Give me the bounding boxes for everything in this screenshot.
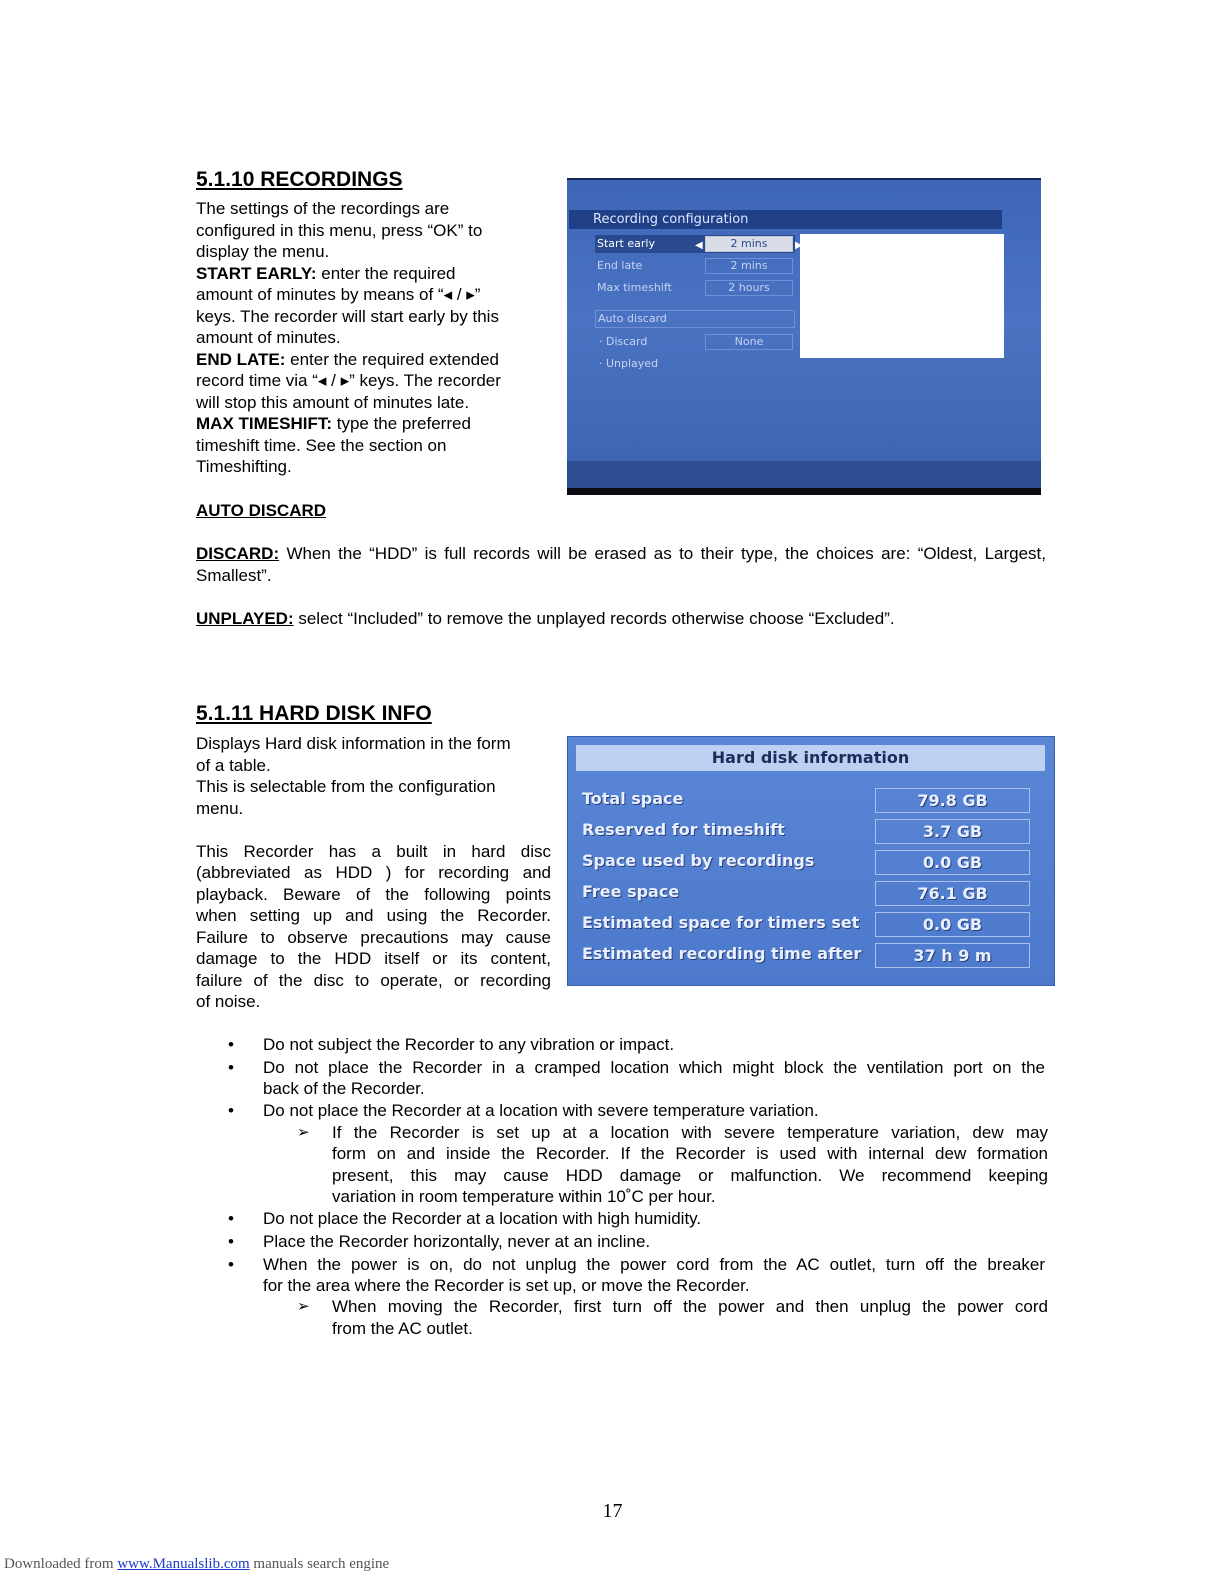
screen-title: Hard disk information [576,745,1045,771]
end-late-label: END LATE: [196,349,286,369]
discard-text: When the “HDD” is full records will be erased as to their type, the choices are: “Oldest, Largest, Smallest”. [196,544,1046,585]
hard-disk-information-screenshot [567,736,1055,986]
setting-value: 2 mins [705,236,793,252]
unplayed-text: select “Included” to remove the unplayed records otherwise choose “Excluded”. [293,609,895,628]
info-value: 0.0 GB [875,912,1030,937]
setting-row-start-early [595,235,803,253]
list-item-text: Do not place the Recorder in a cramped location which might block the ventilation port on the [263,1058,1045,1077]
page-number: 17 [602,1500,623,1522]
intro-line: Displays Hard disk information in the form [196,734,511,753]
arrow-bullet-icon: ➢ [297,1124,310,1141]
info-label: Total space [582,789,684,808]
max-timeshift-label: MAX TIMESHIFT: [196,414,332,433]
setting-value: 2 hours [705,280,793,296]
intro-line: of a table. [196,755,271,775]
intro-line: The settings of the recordings are [196,199,450,218]
info-value: 37 h 9 m [875,943,1030,968]
info-label: Estimated space for timers set [582,913,860,932]
info-value: 3.7 GB [875,819,1030,844]
intro-line: configured in this menu, press “OK” to [196,220,483,240]
end-late-text: enter the required extended [285,349,500,369]
list-item-text: Do not place the Recorder at a location with high humidity. [263,1209,702,1228]
info-label: Estimated recording time after [582,944,862,963]
auto-discard-group: Auto discard [595,310,795,328]
setting-row-max-timeshift [595,279,795,297]
recording-configuration-screenshot [567,178,1041,495]
bullet-icon: • [228,1035,234,1054]
info-value: 79.8 GB [875,788,1030,813]
setting-label: Start early [597,237,655,250]
start-early-line: amount of minutes by means of “◂ / ▸” [196,285,481,304]
max-timeshift-line: timeshift time. See the section on [196,435,447,455]
info-label: Free space [582,882,680,901]
info-value: 0.0 GB [875,850,1030,875]
screen-bottom-bar [567,461,1041,488]
setting-value: 2 mins [705,258,793,274]
hdd-line: (abbreviated as HDD ) for recording and [196,863,551,882]
auto-discard-heading-wrap [196,500,326,522]
screen-title: Recording configuration [569,210,1002,229]
sub-list-item-text: present, this may cause HDD damage or malfunction. We recommend keeping [332,1166,1048,1185]
setting-row-discard [595,333,795,351]
hdd-line: damage to the HDD itself or its content, [196,949,551,968]
discard-paragraph [196,543,1046,586]
download-footer [4,1556,389,1573]
bullet-icon: • [228,1255,234,1274]
hdd-line: failure of the disc to operate, or recording [196,970,551,990]
bullet-icon: • [228,1232,234,1251]
bullet-icon: • [228,1209,234,1228]
sub-list-item-text: variation in room temperature within 10˚C per hour. [332,1187,716,1206]
list-item-text: back of the Recorder. [263,1079,425,1098]
arrow-right-icon: ▶ [795,240,803,251]
info-value: 76.1 GB [875,881,1030,906]
hdd-line: playback. Beware of the following points [196,884,551,904]
list-item-text: for the area where the Recorder is set up, or move the Recorder. [263,1276,750,1295]
manualslib-link[interactable]: www.Manualslib.com [117,1556,250,1572]
hdd-line: This Recorder has a built in hard disc [196,841,551,861]
end-late-line: record time via “◂ / ▸” keys. The recorder [196,371,501,390]
auto-discard-heading: AUTO DISCARD [196,501,327,520]
unplayed-paragraph [196,608,1046,630]
intro-line: menu. [196,798,244,818]
setting-row-unplayed [595,355,795,373]
info-label: Space used by recordings [582,851,815,870]
arrow-left-icon: ◀ [695,240,703,251]
arrow-bullet-icon: ➢ [297,1298,310,1315]
hdd-line: of noise. [196,992,261,1011]
section-heading-hard-disk-info: 5.1.11 HARD DISK INFO [196,702,432,725]
sub-list-item-text: If the Recorder is set up at a location with severe temperature variation, dew may [332,1123,1048,1142]
max-timeshift-line: Timeshifting. [196,457,292,476]
bullet-icon: • [228,1101,234,1120]
setting-row-end-late [595,257,795,275]
screen-top-border [567,178,1041,180]
start-early-text: enter the required [316,263,456,283]
list-item-text: When the power is on, do not unplug the power cord from the AC outlet, turn off the breaker [263,1255,1045,1274]
intro-line: This is selectable from the configuration [196,777,496,796]
setting-label: End late [597,259,643,272]
end-late-line: will stop this amount of minutes late. [196,392,470,412]
hard-disk-description [196,733,551,1013]
hdd-line: Failure to observe precautions may cause [196,927,551,947]
hdd-line: when setting up and using the Recorder. [196,906,551,925]
setting-label: Max timeshift [597,281,672,294]
setting-label: · Unplayed [599,357,659,370]
recordings-description [196,198,556,478]
list-item-text: Do not subject the Recorder to any vibration or impact. [263,1035,675,1054]
discard-label: DISCARD: [196,544,280,563]
blank-line [196,819,551,841]
list-item-text: Do not place the Recorder at a location with severe temperature variation. [263,1101,819,1120]
intro-line: display the menu. [196,242,330,261]
setting-label: · Discard [599,335,648,348]
setting-value: None [705,334,793,350]
sub-list-item-text: form on and inside the Recorder. If the Recorder is used with internal dew formation [332,1144,1048,1163]
start-early-label: START EARLY: [196,263,317,283]
footer-suffix: manuals search engine [249,1556,390,1572]
screen-bottom-border [567,488,1041,495]
start-early-line: keys. The recorder will start early by this [196,306,499,326]
start-early-line: amount of minutes. [196,328,341,347]
screen-info-panel [800,234,1004,358]
info-label: Reserved for timeshift [582,820,785,839]
footer-prefix: Downloaded from [4,1556,118,1572]
sub-list-item-text: from the AC outlet. [332,1319,473,1338]
max-timeshift-text: type the preferred [332,414,471,433]
list-item-text: Place the Recorder horizontally, never at an incline. [263,1232,651,1251]
unplayed-label: UNPLAYED: [196,609,294,628]
bullet-icon: • [228,1058,234,1077]
section-heading-recordings: 5.1.10 RECORDINGS [196,168,403,191]
sub-list-item-text: When moving the Recorder, first turn off the power and then unplug the power cord [332,1297,1048,1316]
